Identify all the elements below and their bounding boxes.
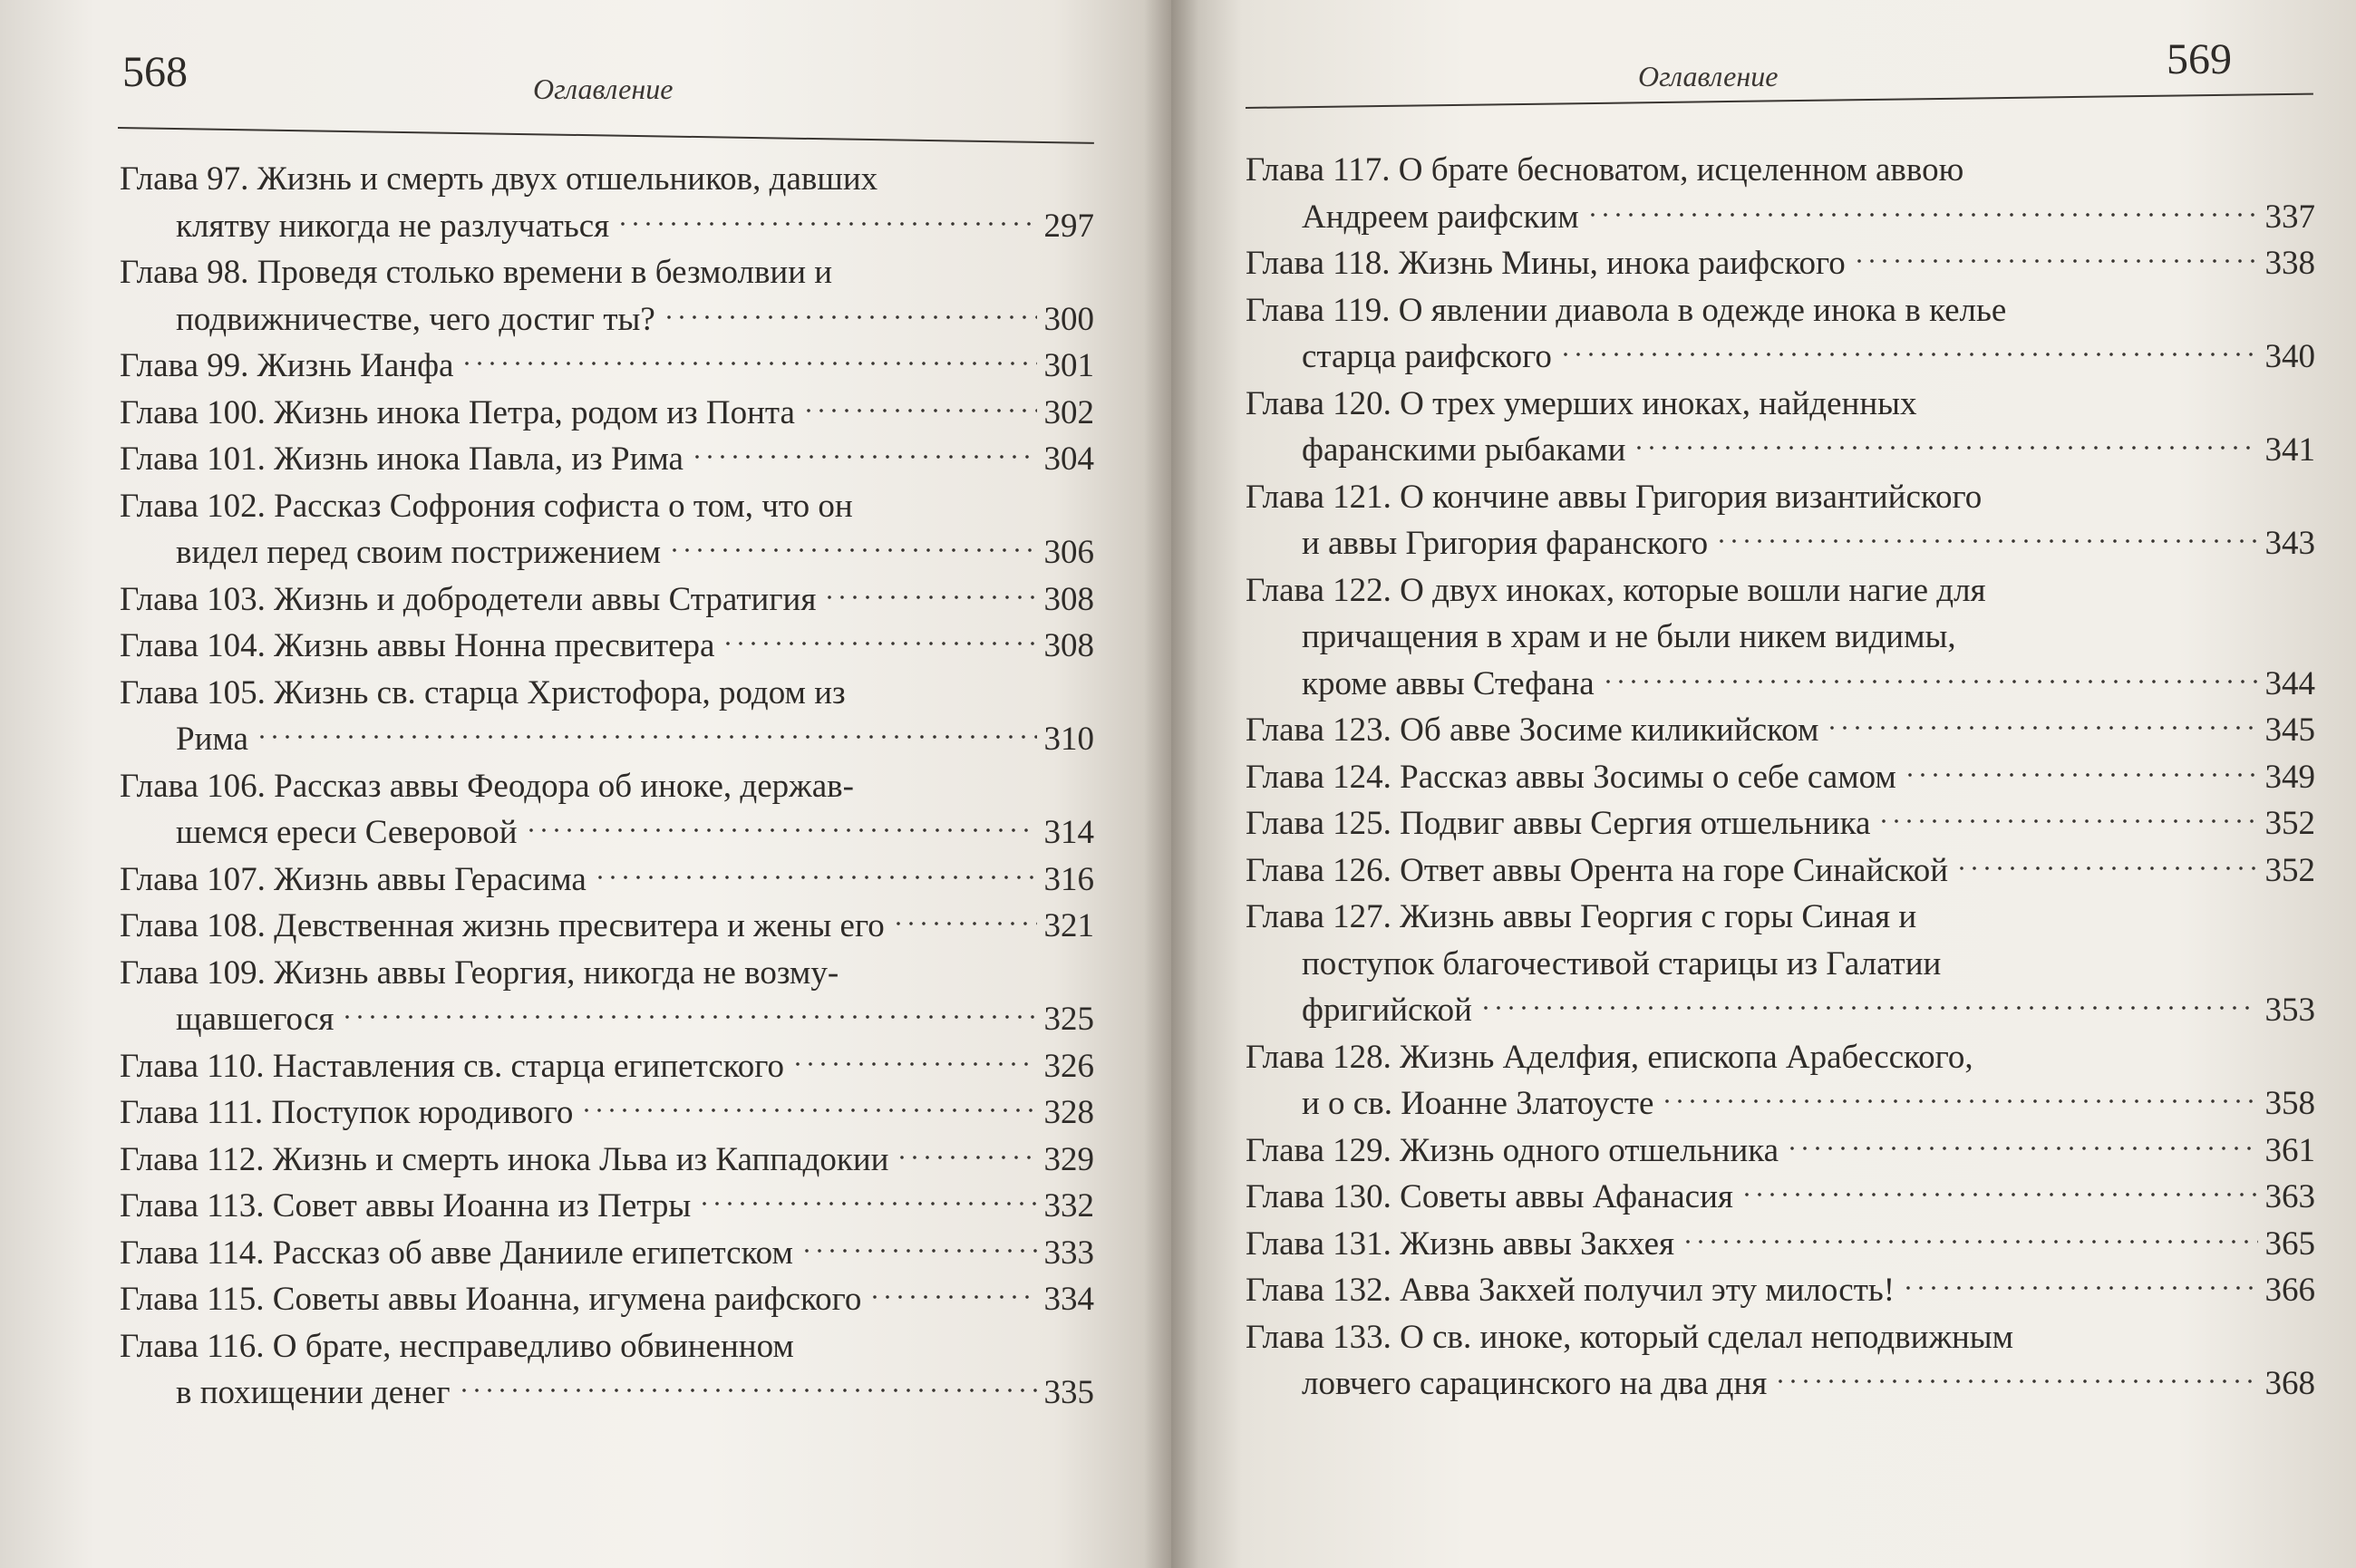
dot-leader [1904,756,2258,789]
dot-leader [1586,196,2258,229]
toc-entry-line [1246,1267,2315,1314]
toc-entry-title: Глава 117. О брате бесноватом, исцеленном аввою [1246,151,1964,189]
toc-entry [120,857,1094,904]
toc-entry-title: Глава 110. Наставления св. старца египетского [120,1047,784,1085]
toc-page-number: 326 [1043,1047,1094,1085]
toc-page-number: 301 [1043,347,1094,384]
toc-entry-line [1246,567,2315,615]
toc-page-number: 306 [1043,534,1094,571]
toc-entry [120,763,1094,857]
header-rule [118,127,1094,144]
toc-entry-line [120,996,1094,1043]
toc-entry-title: Глава 105. Жизнь св. старца Христофора, родом из [120,673,846,711]
dot-leader [1786,1129,2257,1163]
dot-leader [668,531,1036,565]
table-of-contents [1246,147,2315,1408]
dot-leader [868,1278,1036,1312]
toc-entry-line [120,857,1094,904]
toc-entry-title: Глава 119. О явлении диавола в одежде инока в келье [1246,291,2007,329]
dot-leader [698,1185,1036,1218]
toc-entry-line [1246,941,2315,988]
toc-page-number: 344 [2264,664,2315,702]
toc-entry-line [1246,987,2315,1034]
toc-entry-line [120,296,1094,344]
toc-entry-line [1246,1174,2315,1221]
toc-entry-line [120,950,1094,997]
toc-entry [1246,754,2315,801]
toc-page-number: 300 [1043,300,1094,338]
toc-entry-title: Глава 133. О св. иноке, который сделал неподвижным [1246,1318,2014,1356]
toc-entry-line [120,436,1094,483]
dot-leader [1633,429,2257,462]
toc-page-number: 297 [1043,207,1094,245]
right-page [1171,0,2356,1568]
toc-entry-line [1246,614,2315,661]
toc-entry-title: и о св. Иоанне Златоусте [1302,1085,1654,1122]
toc-page-number: 352 [2264,805,2315,842]
toc-entry-line [120,249,1094,296]
dot-leader [1661,1082,2257,1116]
toc-page-number: 366 [2264,1272,2315,1309]
toc-entry [120,483,1094,576]
toc-entry [120,1323,1094,1417]
toc-entry-line [1246,1128,2315,1175]
toc-entry-title: Глава 98. Проведя столько времени в безмолвии и [120,254,833,291]
toc-page-number: 308 [1043,580,1094,618]
toc-page-number: 361 [2264,1131,2315,1169]
toc-entry-line [120,1230,1094,1277]
table-of-contents [120,156,1094,1417]
toc-entry-line [1246,381,2315,428]
toc-entry-title: Глава 114. Рассказ об авве Данииле египетском [120,1234,793,1272]
dot-leader [580,1091,1036,1125]
dot-leader [802,392,1037,425]
dot-leader [1559,335,2258,369]
toc-entry-title: Глава 122. О двух иноках, которые вошли нагие для [1246,571,1986,609]
toc-entry-line [120,1089,1094,1137]
toc-page-number: 349 [2264,758,2315,796]
toc-entry-line [1246,847,2315,895]
toc-page-number: 335 [1043,1374,1094,1411]
toc-entry-title: Глава 115. Советы аввы Иоанна, игумена раифского [120,1281,862,1318]
toc-entry [1246,474,2315,567]
toc-entry-line [1246,894,2315,941]
toc-entry-line [1246,194,2315,241]
toc-page-number: 304 [1043,440,1094,478]
toc-entry-line [120,529,1094,576]
toc-page-number: 310 [1043,721,1094,758]
toc-entry-title: Глава 112. Жизнь и смерть инока Льва из Каппадокии [120,1140,889,1178]
toc-entry [1246,894,2315,1034]
toc-entry-line [1246,240,2315,287]
toc-entry-line [120,343,1094,390]
toc-entry-title: видел перед своим пострижением [176,534,662,571]
toc-entry-title: фригийской [1302,992,1472,1029]
toc-entry [1246,567,2315,708]
toc-entry [120,576,1094,624]
dot-leader [1877,802,2257,836]
toc-entry-title: Глава 132. Авва Закхей получил эту милость! [1246,1272,1895,1309]
toc-entry [1246,1221,2315,1268]
toc-entry-title: подвижничестве, чего достиг ты? [176,300,655,338]
toc-page-number: 334 [1043,1281,1094,1318]
toc-entry-line [120,576,1094,624]
toc-entry-title: фаранскими рыбаками [1302,431,1626,469]
toc-entry [120,249,1094,343]
toc-page-number: 352 [2264,851,2315,889]
toc-entry-title: Глава 107. Жизнь аввы Герасима [120,860,587,898]
toc-entry [120,1276,1094,1323]
toc-page-number: 321 [1043,907,1094,944]
toc-entry [1246,147,2315,240]
toc-entry-title: в похищении денег [176,1374,451,1411]
running-head: Оглавление [1638,60,1779,92]
toc-page-number: 325 [1043,1001,1094,1038]
header-rule [1246,93,2313,109]
toc-entry [120,1089,1094,1137]
toc-page-number: 316 [1043,860,1094,898]
dot-leader [461,344,1036,378]
toc-entry-line [120,903,1094,950]
toc-entry-line [1246,520,2315,567]
toc-entry-title: клятву никогда не разлучаться [176,207,610,245]
dot-leader [1715,522,2257,556]
toc-entry-title: Глава 125. Подвиг аввы Сергия отшельника [1246,805,1871,842]
toc-entry [120,1043,1094,1090]
toc-entry-line [120,1370,1094,1417]
toc-entry-title: Глава 99. Жизнь Ианфа [120,347,454,384]
dot-leader [1955,849,2257,883]
toc-entry [1246,1174,2315,1221]
toc-entry-title: причащения в храм и не были никем видимы, [1302,618,1956,655]
toc-entry-title: Глава 100. Жизнь инока Петра, родом из Понта [120,393,795,431]
toc-page-number: 308 [1043,627,1094,664]
toc-entry-line [120,1043,1094,1090]
toc-entry [120,436,1094,483]
toc-entry [1246,287,2315,381]
toc-page-number: 345 [2264,711,2315,749]
toc-entry-title: Глава 131. Жизнь аввы Закхея [1246,1224,1675,1263]
toc-entry-title: Глава 120. О трех умерших иноках, найденных [1246,384,1917,422]
dot-leader [594,858,1037,892]
toc-entry [120,1183,1094,1230]
toc-entry-line [1246,474,2315,521]
toc-page-number: 338 [2264,245,2315,282]
toc-entry-line [120,390,1094,437]
dot-leader [1853,242,2258,276]
toc-page-number: 328 [1043,1094,1094,1131]
toc-entry-line [1246,754,2315,801]
toc-entry-line [1246,287,2315,334]
toc-entry-line [1246,1314,2315,1361]
toc-page-number: 363 [2264,1178,2315,1215]
toc-entry-line [1246,1034,2315,1081]
toc-entry-title: Глава 116. О брате, несправедливо обвиненном [120,1327,794,1365]
toc-entry [120,950,1094,1043]
toc-entry-line [120,156,1094,203]
toc-entry-line [120,483,1094,530]
dot-leader [1740,1176,2258,1209]
toc-entry-line [120,623,1094,670]
toc-entry-title: поступок благочестивой старицы из Галатии [1302,944,1942,982]
toc-page-number: 341 [2264,431,2315,469]
toc-entry-line [1246,147,2315,194]
toc-entry [120,1137,1094,1184]
toc-page-number: 337 [2264,198,2315,236]
toc-entry-line [1246,1221,2315,1268]
dot-leader [823,578,1036,612]
toc-entry-title: ловчего сарацинского на два дня [1302,1365,1768,1402]
toc-entry-line [120,763,1094,810]
toc-entry [120,623,1094,670]
toc-entry [1246,847,2315,895]
running-head: Оглавление [533,73,674,105]
toc-entry-line [120,809,1094,857]
toc-entry-title: Глава 126. Ответ аввы Орента на горе Синайской [1246,851,1949,889]
toc-entry-title: Глава 128. Жизнь Аделфия, епископа Арабесского, [1246,1038,1973,1076]
toc-entry [120,343,1094,390]
toc-entry-line [120,203,1094,250]
dot-leader [1479,989,2258,1022]
toc-page-number: 333 [1043,1234,1094,1272]
toc-page-number: 368 [2264,1365,2315,1402]
toc-entry-title: Глава 121. О кончине аввы Григория византийского [1246,478,1983,516]
toc-entry-title: щавшегося [176,1001,334,1038]
toc-entry-line [120,1137,1094,1184]
toc-entry-line [120,1323,1094,1370]
toc-entry-title: Глава 111. Поступок юродивого [120,1094,574,1131]
toc-entry-title: Глава 118. Жизнь Мины, инока раифского [1246,245,1846,282]
toc-entry-title: Глава 113. Совет аввы Иоанна из Петры [120,1187,692,1224]
dot-leader [616,205,1036,238]
dot-leader [1774,1362,2257,1396]
toc-entry-line [1246,707,2315,754]
toc-entry-line [120,716,1094,763]
dot-leader [1602,663,2258,696]
toc-page-number: 343 [2264,525,2315,562]
toc-entry-title: Глава 108. Девственная жизнь пресвитера и жены его [120,907,885,944]
dot-leader [663,298,1037,332]
page-number: 569 [2167,35,2232,83]
dot-leader [791,1045,1037,1079]
toc-entry-line [120,1183,1094,1230]
toc-page-number: 340 [2264,338,2315,375]
toc-entry-title: Глава 97. Жизнь и смерть двух отшельников, давших [120,160,878,198]
toc-entry [1246,707,2315,754]
toc-page-number: 302 [1043,393,1094,431]
toc-entry-title: Рима [176,721,248,758]
dot-leader [722,624,1036,658]
dot-leader [800,1232,1037,1265]
toc-entry-title: Глава 130. Советы аввы Афанасия [1246,1178,1733,1215]
toc-entry [1246,240,2315,287]
toc-entry-title: Глава 127. Жизнь аввы Георгия с горы Синая и [1246,898,1917,935]
toc-entry-title: Глава 124. Рассказ аввы Зосимы о себе самом [1246,758,1896,796]
toc-entry-title: Глава 129. Жизнь одного отшельника [1246,1131,1779,1169]
toc-entry-line [1246,334,2315,381]
toc-entry-title: шемся ереси Северовой [176,814,518,851]
toc-entry [1246,1034,2315,1128]
toc-entry-title: старца раифского [1302,338,1552,375]
page-number: 568 [122,48,188,96]
toc-entry-title: Глава 123. Об авве Зосиме киликийском [1246,711,1819,749]
toc-entry [120,156,1094,249]
toc-page-number: 358 [2264,1085,2315,1122]
toc-page-number: 314 [1043,814,1094,851]
toc-entry-title: Глава 109. Жизнь аввы Георгия, никогда не возму- [120,953,839,992]
toc-entry-line [120,670,1094,717]
toc-entry-title: Глава 102. Рассказ Софрония софиста о том, что он [120,487,853,525]
toc-page-number: 353 [2264,992,2315,1029]
toc-entry-line [1246,661,2315,708]
toc-page-number: 365 [2264,1224,2315,1263]
dot-leader [892,905,1037,938]
toc-entry-title: Глава 101. Жизнь инока Павла, из Рима [120,440,684,478]
toc-entry [1246,800,2315,847]
toc-page-number: 329 [1043,1140,1094,1178]
toc-entry [1246,1267,2315,1314]
toc-entry-line [1246,1360,2315,1408]
toc-entry [120,1230,1094,1277]
toc-entry-line [1246,427,2315,474]
dot-leader [256,718,1037,751]
dot-leader [458,1371,1037,1405]
toc-entry-title: кроме аввы Стефана [1302,664,1595,702]
dot-leader [525,811,1037,845]
toc-entry-title: и аввы Григория фаранского [1302,525,1709,562]
toc-entry-title: Глава 103. Жизнь и добродетели аввы Стратигия [120,580,817,618]
dot-leader [1826,709,2257,742]
dot-leader [896,1138,1036,1172]
dot-leader [1902,1269,2257,1302]
dot-leader [341,998,1036,1031]
toc-entry-line [1246,1080,2315,1128]
toc-entry-title: Андреем раифским [1302,198,1579,236]
toc-entry [1246,1314,2315,1408]
toc-page-number: 332 [1043,1187,1094,1224]
toc-entry-line [1246,800,2315,847]
left-page [0,0,1171,1568]
toc-entry [1246,381,2315,474]
book-gutter [1144,0,1198,1568]
toc-entry [120,390,1094,437]
toc-entry [1246,1128,2315,1175]
toc-entry-line [120,1276,1094,1323]
dot-leader [1682,1223,2257,1256]
toc-entry [120,903,1094,950]
toc-entry-title: Глава 104. Жизнь аввы Нонна пресвитера [120,627,715,664]
dot-leader [691,438,1037,471]
toc-entry [120,670,1094,763]
toc-entry-title: Глава 106. Рассказ аввы Феодора об иноке, держав- [120,767,854,805]
